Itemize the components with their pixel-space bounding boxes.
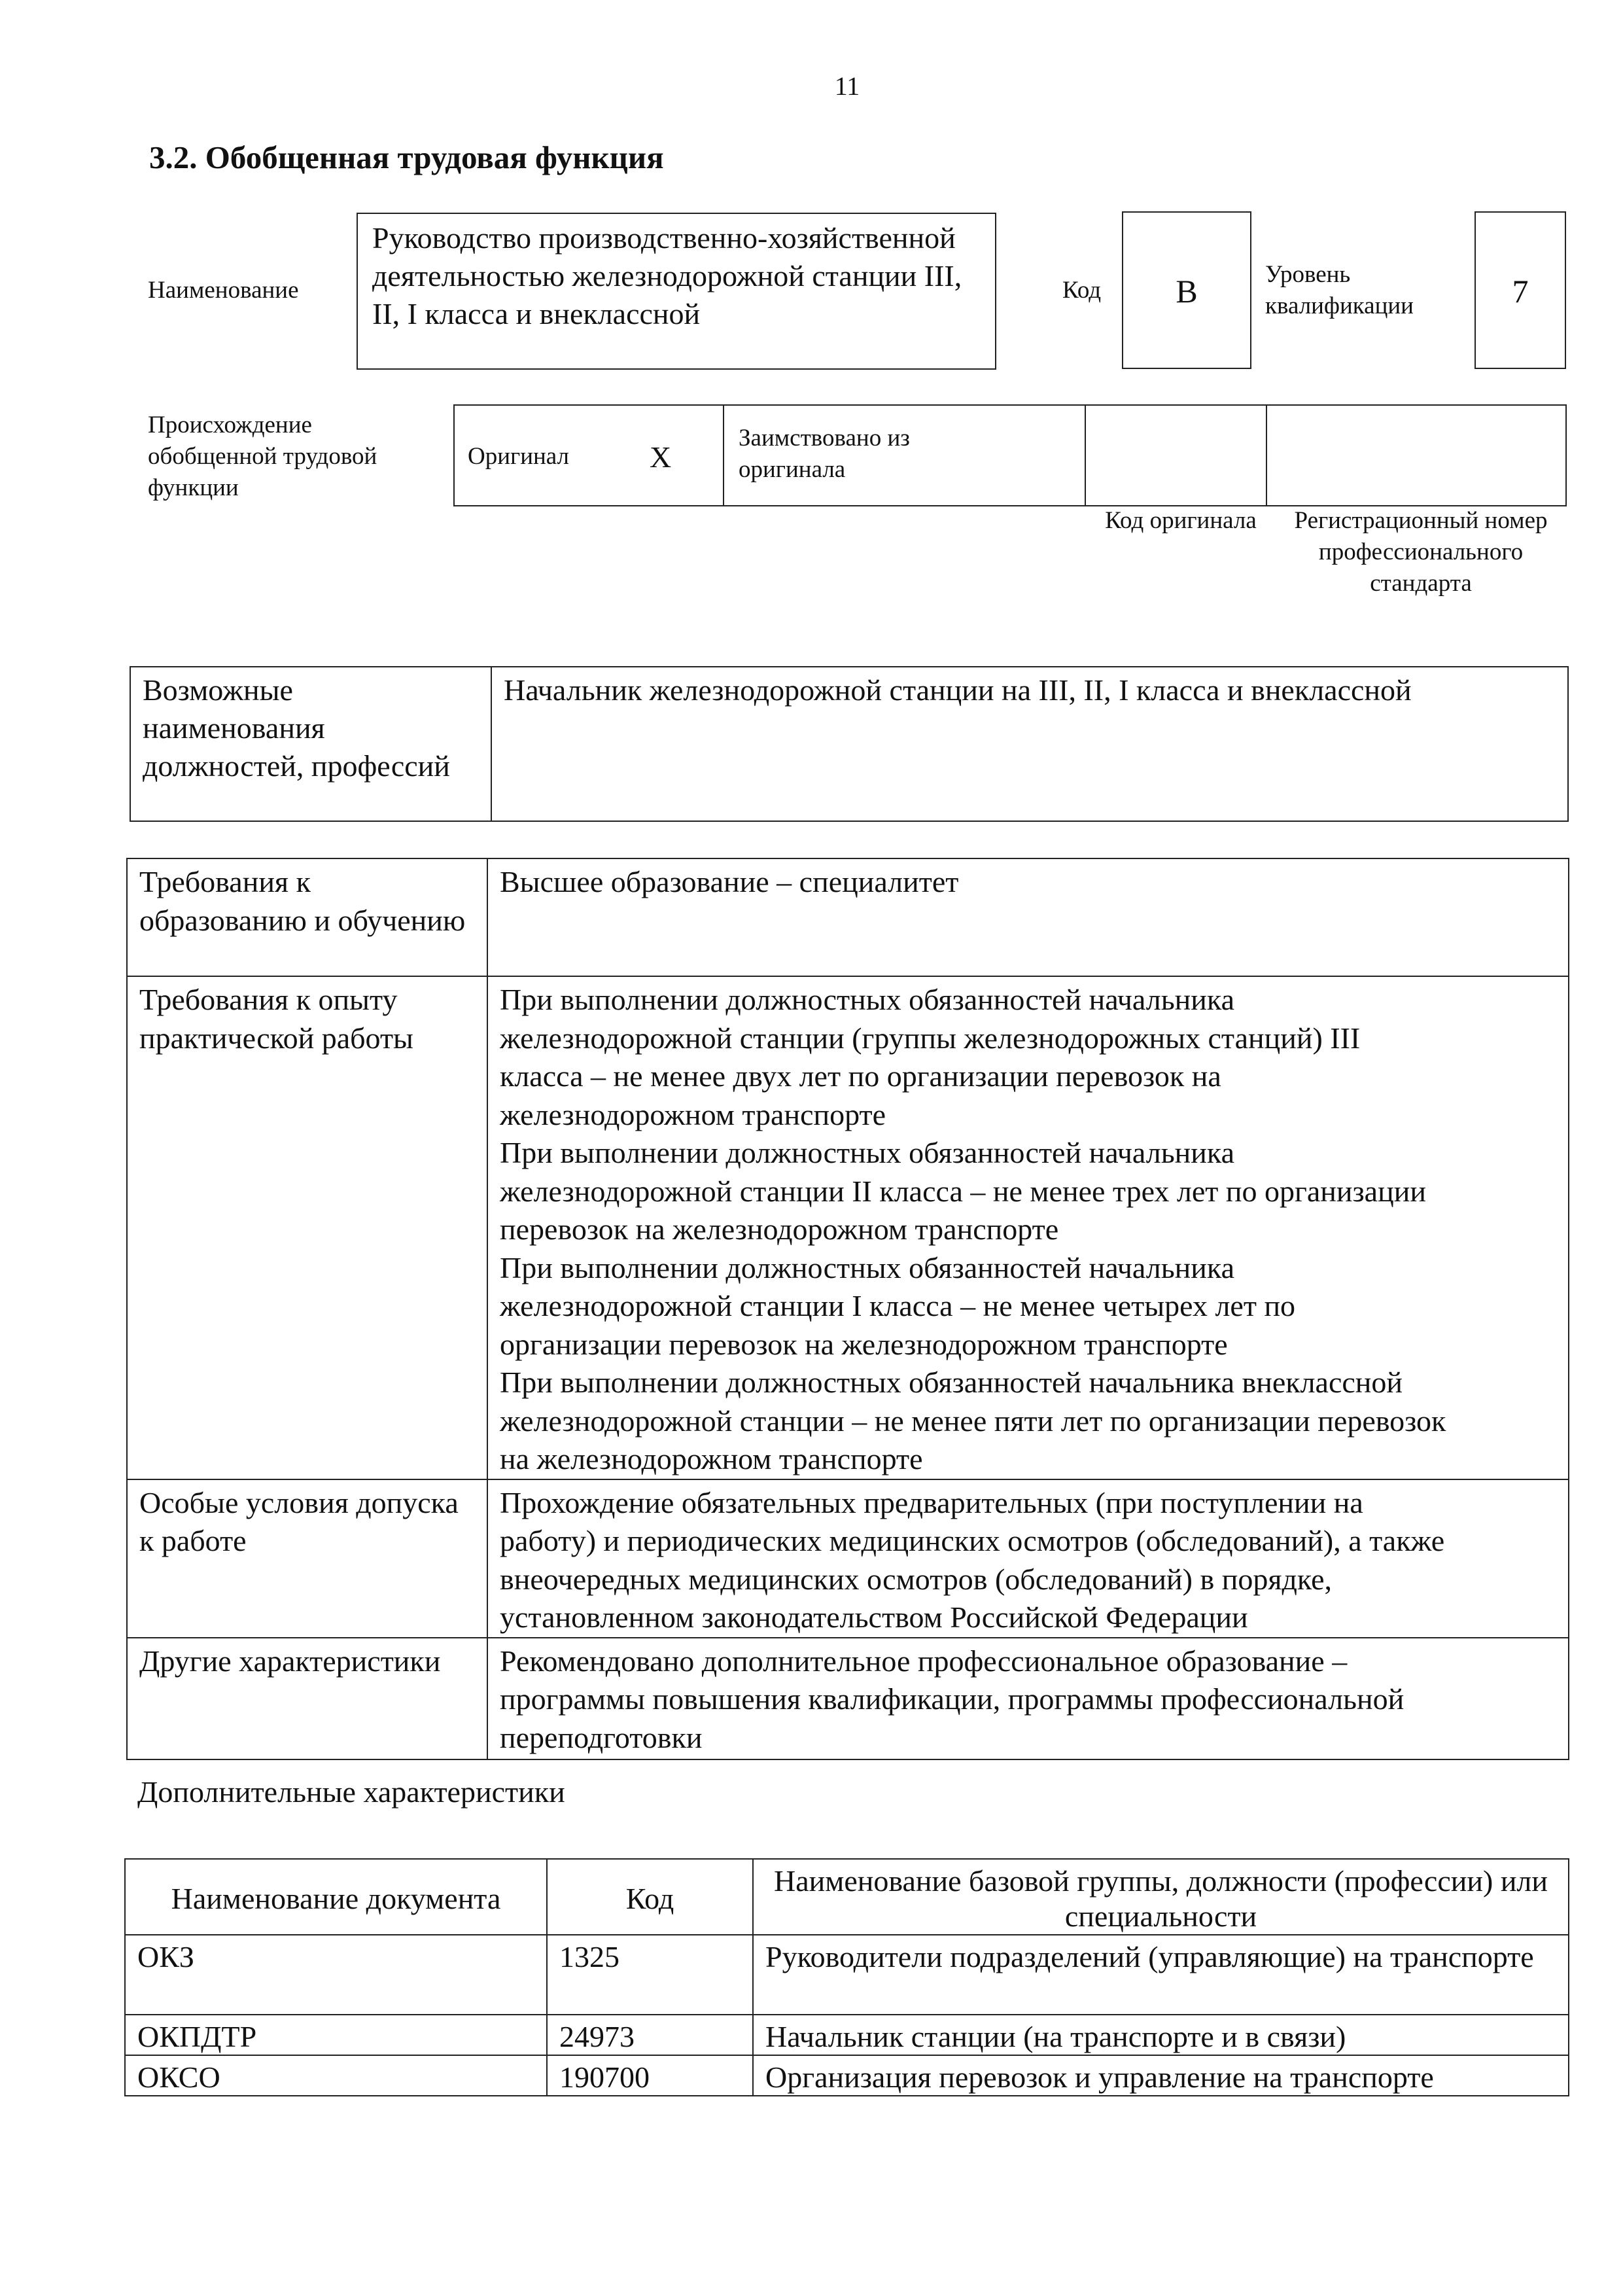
line: установленном законодательством Российской Федерации <box>500 1600 1248 1634</box>
original-mark: X <box>650 440 672 474</box>
positions-table <box>130 666 1569 822</box>
requirement-value <box>487 1638 1569 1759</box>
line: железнодорожном транспорте <box>500 1097 886 1131</box>
line: железнодорожной станции I класса – не менее четырех лет по <box>500 1289 1296 1322</box>
additional-title: Дополнительные характеристики <box>137 1775 565 1809</box>
table-cell: 24973 <box>547 2015 753 2055</box>
origin-table <box>453 404 1567 506</box>
table-row <box>127 976 1569 1479</box>
code-label: Код <box>1062 277 1102 304</box>
code-value: В <box>1122 211 1251 369</box>
origin-label: Происхождение обобщенной трудовой функции <box>148 412 377 501</box>
positions-value: Начальник железнодорожной станции на III, II, I класса и внеклассной <box>491 667 1568 821</box>
level-label: Уровень квалификации <box>1265 261 1414 319</box>
line: При выполнении должностных обязанностей начальника <box>500 983 1234 1016</box>
name-value: Руководство производственно-хозяйственной деятельностью железнодорожной станции III, II, I класса и внеклассной <box>372 221 962 330</box>
requirement-value <box>487 976 1569 1479</box>
column-header: Код <box>547 1859 753 1935</box>
original-label: Оригинал <box>468 443 570 470</box>
name-value-box <box>357 213 996 370</box>
line: программы повышения квалификации, программы профессиональной <box>500 1682 1405 1716</box>
name-label: Наименование <box>148 277 299 304</box>
table-cell: Организация перевозок и управление на транспорте <box>753 2055 1569 2096</box>
requirement-label: Особые условия допуска к работе <box>127 1479 487 1638</box>
line: При выполнении должностных обязанностей начальника <box>500 1136 1234 1169</box>
table-row <box>127 1638 1569 1759</box>
line: Рекомендовано дополнительное профессиональное образование – <box>500 1644 1348 1678</box>
table-header-row <box>125 1859 1569 1935</box>
line: на железнодорожном транспорте <box>500 1442 923 1475</box>
positions-label: Возможные наименования должностей, профессий <box>130 667 491 821</box>
table-cell: Руководители подразделений (управляющие) на транспорте <box>753 1935 1569 2015</box>
table-row <box>125 1935 1569 2015</box>
table-cell: Начальник станции (на транспорте и в связи) <box>753 2015 1569 2055</box>
requirement-label: Другие характеристики <box>127 1638 487 1759</box>
requirement-value <box>487 858 1569 976</box>
table-row <box>125 2055 1569 2096</box>
line: переподготовки <box>500 1720 703 1754</box>
divider <box>723 406 724 506</box>
line: При выполнении должностных обязанностей начальника внеклассной <box>500 1366 1403 1399</box>
section-title: 3.2. Обобщенная трудовая функция <box>149 139 664 175</box>
requirement-value <box>487 1479 1569 1638</box>
orig-code-caption: Код оригинала <box>1105 507 1257 534</box>
line: организации перевозок на железнодорожном транспорте <box>500 1327 1228 1361</box>
column-header: Наименование базовой группы, должности (профессии) или специальности <box>753 1859 1569 1935</box>
column-header: Наименование документа <box>125 1859 547 1935</box>
divider <box>1266 406 1267 506</box>
line: внеочередных медицинских осмотров (обследований) в порядке, <box>500 1562 1333 1596</box>
line: Прохождение обязательных предварительных (при поступлении на <box>500 1485 1363 1519</box>
line: перевозок на железнодорожном транспорте <box>500 1212 1059 1246</box>
level-value: 7 <box>1475 211 1566 369</box>
requirements-table <box>126 858 1569 1760</box>
table-row <box>125 2015 1569 2055</box>
divider <box>1085 406 1086 506</box>
requirement-label: Требования к опыту практической работы <box>127 976 487 1479</box>
line: работу) и периодических медицинских осмотров (обследований), а также <box>500 1524 1445 1557</box>
table-row <box>127 1479 1569 1638</box>
table-row <box>127 858 1569 976</box>
line: Высшее образование – специалитет <box>500 865 959 898</box>
line: железнодорожной станции – не менее пяти лет по организации перевозок <box>500 1404 1446 1438</box>
table-cell: ОКСО <box>125 2055 547 2096</box>
table-cell: 190700 <box>547 2055 753 2096</box>
additional-table <box>124 1858 1569 2096</box>
borrowed-label: Заимствовано из оригинала <box>739 425 910 483</box>
requirement-label: Требования к образованию и обучению <box>127 858 487 976</box>
line: железнодорожной станции (группы железнодорожных станций) III <box>500 1021 1361 1055</box>
table-cell: ОКЗ <box>125 1935 547 2015</box>
table-cell: ОКПДТР <box>125 2015 547 2055</box>
table-cell: 1325 <box>547 1935 753 2015</box>
page-number: 11 <box>834 71 860 101</box>
line: При выполнении должностных обязанностей начальника <box>500 1250 1234 1284</box>
line: железнодорожной станции II класса – не менее трех лет по организации <box>500 1174 1426 1208</box>
reg-number-caption: Регистрационный номер профессионального стандарта <box>1294 507 1548 597</box>
line: класса – не менее двух лет по организации перевозок на <box>500 1059 1221 1093</box>
